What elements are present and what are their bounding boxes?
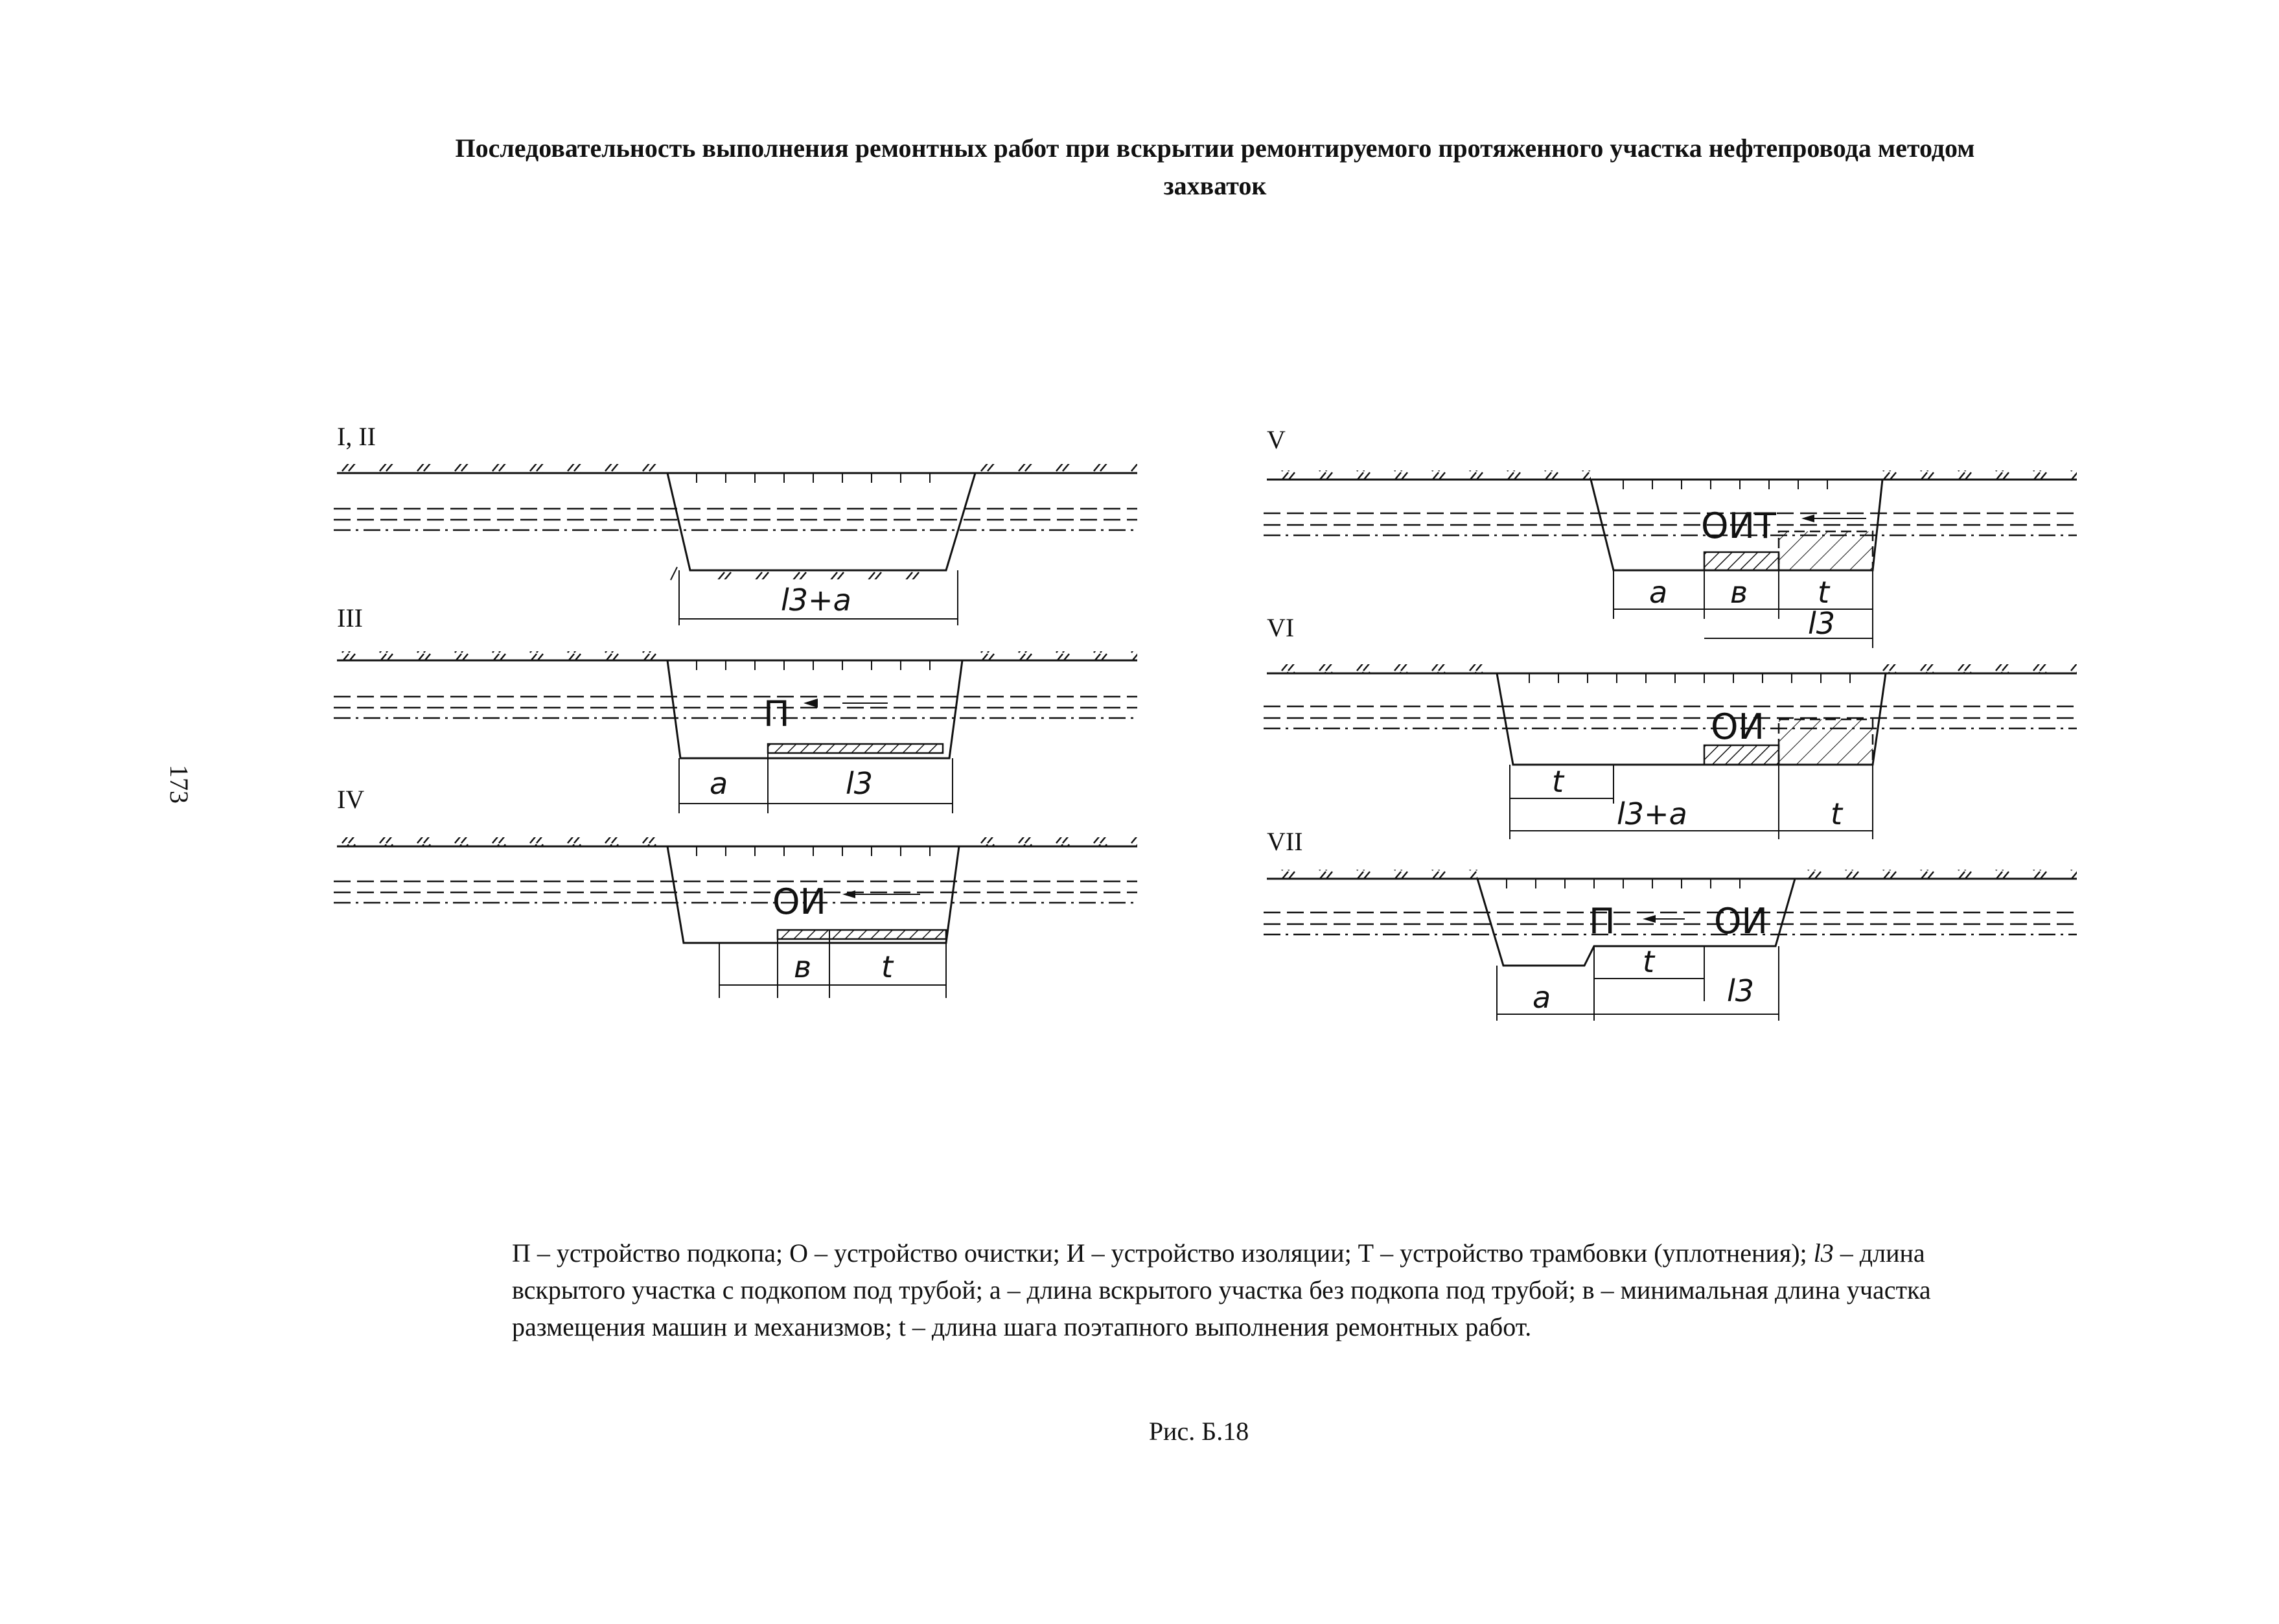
stage-label-6: VI (1267, 613, 1295, 642)
stage-5-diagram (1264, 470, 2077, 648)
stage-label-3: III (337, 603, 363, 632)
stage-label-1-2: I, II (337, 422, 376, 451)
stage-label-5: V (1267, 425, 1286, 454)
stage-1-2-diagram (334, 464, 1137, 625)
dim-a-stage7: a (1533, 980, 1551, 1015)
dim-v-stage5: в (1730, 575, 1748, 610)
stage-4-diagram (334, 837, 1137, 998)
stage-label-4: IV (337, 785, 365, 814)
marker-oi-stage4: ОИ (772, 881, 826, 922)
dim-l3-stage5: l3 (1808, 606, 1836, 641)
dim-t-stage5: t (1818, 575, 1830, 610)
marker-p-stage7: П (1589, 901, 1615, 942)
document-title: Последовательность выполнения ремонтных работ при вскрытии ремонтируемого протяженного участка нефтепровода методом захваток (455, 133, 1975, 200)
dim-l3: l3 (846, 766, 873, 801)
dim-a: a (710, 766, 728, 801)
stage-3-diagram (334, 651, 1137, 813)
dim-l3-plus-a: l3+a (781, 583, 851, 618)
dim-t-stage6-left: t (1552, 764, 1564, 799)
page-number: 173 (165, 765, 194, 804)
legend-text (512, 1235, 1950, 1345)
stage-label-7: VII (1267, 827, 1303, 856)
marker-p: П (763, 693, 790, 734)
stage-7-diagram (1264, 870, 2077, 1021)
dim-l3-stage7: l3 (1727, 973, 1755, 1008)
legend-part1: П – устройство подкопа; О – устройство очистки; И – устройство изоляции; Т – устройство трамбовки (уплотнения); (512, 1238, 1814, 1268)
dim-t-stage4: t (881, 949, 894, 984)
dim-l3-plus-a-stage6: l3+a (1617, 796, 1687, 831)
marker-oi-stage7: ОИ (1714, 901, 1768, 942)
dim-v-stage4: в (794, 949, 812, 984)
legend-part2: – длина вскрытого участка с подкопом под трубой; а – длина вскрытого участка без подкопа под трубой; в – минимальная длина участка размещения машин и механизмов; t – длина шага поэтапного выполнения ремонтных работ. (512, 1238, 1931, 1341)
marker-oi-stage6: ОИ (1711, 706, 1764, 747)
dim-t-stage7: t (1643, 944, 1655, 979)
stage-6-diagram (1264, 664, 2077, 839)
figure-caption: Рис. Б.18 (1148, 1417, 1249, 1446)
legend-l3-symbol: l3 (1813, 1238, 1834, 1268)
dim-a-stage5: a (1649, 575, 1668, 610)
marker-oit: ОИТ (1701, 505, 1776, 546)
dim-t-stage6-right: t (1831, 796, 1843, 831)
